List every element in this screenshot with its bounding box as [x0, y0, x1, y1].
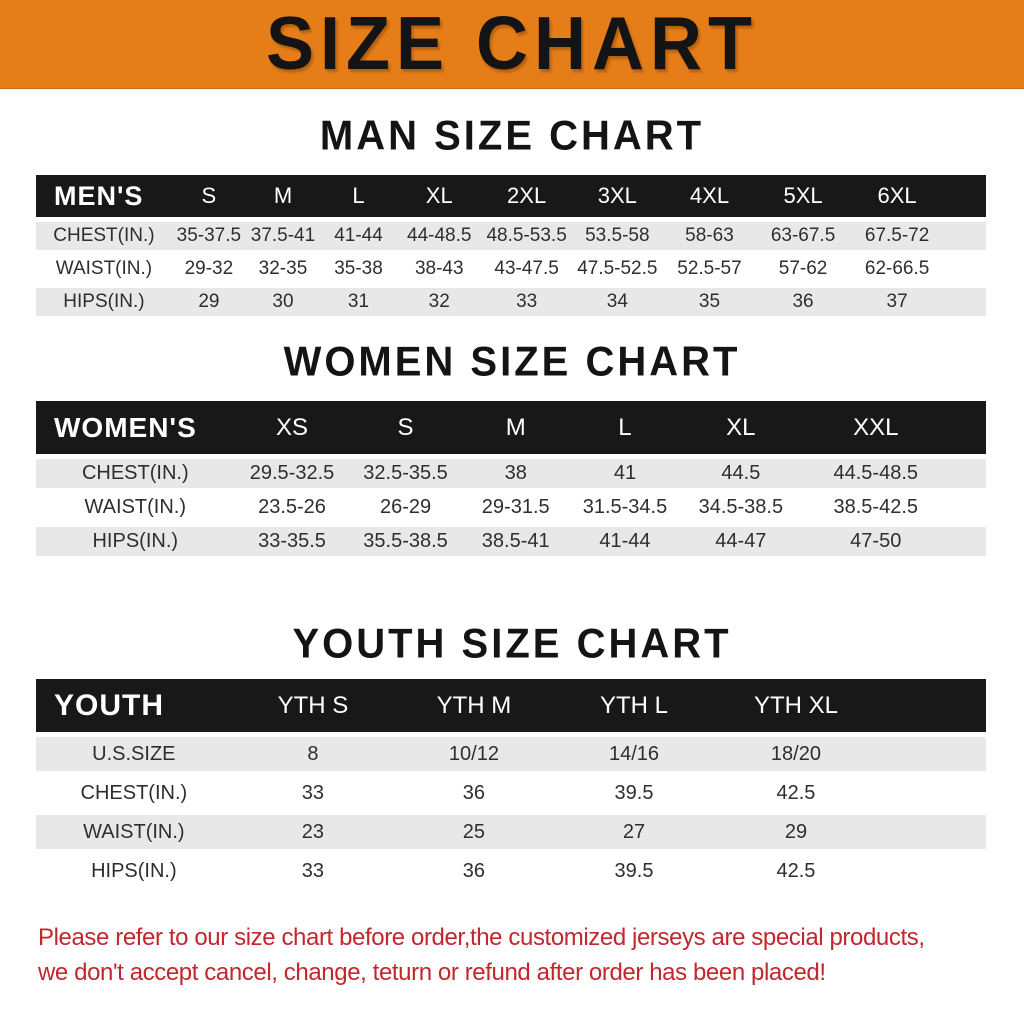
size-value-cell: 30: [272, 291, 294, 312]
row-label: CHEST(IN.): [81, 462, 189, 484]
size-value-cell: 44.5: [721, 462, 761, 484]
size-value-cell: 47.5-52.5: [577, 258, 658, 279]
measurement-row: [36, 776, 986, 810]
measurement-row: [36, 459, 986, 488]
size-value-cell: 29: [784, 820, 808, 843]
size-value-cell: 39.5: [614, 781, 654, 804]
size-column-header: L: [618, 413, 632, 441]
size-column-header: 5XL: [783, 183, 823, 208]
size-value-cell: 44.5-48.5: [833, 462, 918, 484]
size-value-cell: 38: [504, 462, 527, 484]
size-value-cell: 41: [613, 462, 637, 484]
size-value-cell: 41-44: [599, 530, 651, 552]
size-value-cell: 32.5-35.5: [363, 462, 448, 484]
row-filler-cell: [950, 459, 986, 488]
size-column-header: 3XL: [597, 183, 637, 208]
youth-size-table: [36, 674, 986, 893]
size-value-cell: 42.5: [776, 781, 816, 804]
section-women: [0, 338, 1024, 561]
size-column-header: YTH M: [436, 691, 512, 719]
size-value-cell: 8: [307, 742, 319, 765]
size-value-cell: 57-62: [778, 258, 828, 279]
size-value-cell: 44-48.5: [407, 225, 472, 246]
size-value-cell: 38.5-42.5: [833, 496, 918, 518]
section-youth: [0, 620, 1024, 893]
size-value-cell: 32: [428, 291, 450, 312]
size-value-cell: 41-44: [334, 225, 383, 246]
size-column-header: XL: [425, 183, 453, 208]
size-column-header: S: [201, 183, 217, 208]
women-section-heading: WOMEN SIZE CHART: [283, 338, 741, 386]
row-label: HIPS(IN.): [91, 859, 177, 882]
row-label: WAIST(IN.): [84, 496, 186, 518]
header-filler-cell: [878, 679, 986, 732]
size-column-header: YTH L: [599, 691, 668, 719]
size-value-cell: 35: [698, 291, 721, 312]
size-value-cell: 36: [792, 291, 814, 312]
size-value-cell: 43-47.5: [494, 258, 559, 279]
size-value-cell: 29: [198, 291, 220, 312]
measurement-row: [36, 854, 986, 888]
size-value-cell: 10/12: [448, 742, 499, 765]
size-value-cell: 33: [516, 291, 538, 312]
size-value-cell: 52.5-57: [677, 258, 742, 279]
measurement-row: [36, 815, 986, 849]
row-filler-cell: [950, 527, 986, 556]
size-value-cell: 58-63: [685, 225, 734, 246]
men-size-table-container: [0, 170, 1024, 321]
table-title-cell: YOUTH: [54, 688, 164, 722]
size-value-cell: 42.5: [776, 859, 816, 882]
header-filler-cell: [950, 401, 986, 454]
row-filler-cell: [944, 288, 986, 316]
footer-line-2: we don't accept cancel, change, teturn or refund after order has been placed!: [38, 959, 826, 986]
men-section-heading: MAN SIZE CHART: [319, 112, 705, 160]
size-value-cell: 44-47: [715, 530, 767, 552]
table-title-cell: WOMEN'S: [54, 411, 197, 443]
row-label: HIPS(IN.): [92, 530, 179, 552]
size-value-cell: 29-31.5: [481, 496, 550, 518]
size-value-cell: 29-32: [184, 258, 234, 279]
youth-size-table-container: [0, 674, 1024, 893]
size-value-cell: 35-37.5: [176, 225, 242, 246]
size-column-header: YTH XL: [753, 691, 838, 719]
row-label: CHEST(IN.): [53, 225, 155, 246]
row-filler-cell: [878, 776, 986, 810]
size-value-cell: 34.5-38.5: [698, 496, 784, 518]
row-filler-cell: [878, 854, 986, 888]
size-column-header: S: [397, 413, 414, 441]
row-filler-cell: [944, 255, 986, 283]
size-value-cell: 29.5-32.5: [249, 462, 335, 484]
size-value-cell: 53.5-58: [585, 225, 650, 246]
size-value-cell: 34: [606, 291, 628, 312]
size-value-cell: 37.5-41: [250, 225, 316, 246]
table-header-row: [36, 175, 986, 217]
size-value-cell: 33: [301, 859, 325, 882]
size-column-header: 2XL: [507, 183, 547, 208]
size-value-cell: 32-35: [258, 258, 308, 279]
row-label: HIPS(IN.): [63, 291, 145, 312]
size-chart-sections: [0, 112, 1024, 893]
women-size-table: [36, 396, 986, 561]
banner-title: SIZE CHART: [266, 2, 758, 86]
size-value-cell: 47-50: [850, 530, 902, 552]
row-filler-cell: [878, 815, 986, 849]
footer-disclaimer: [38, 920, 1024, 990]
header-filler-cell: [944, 175, 986, 217]
table-header-row: [36, 401, 986, 454]
row-filler-cell: [944, 222, 986, 250]
measurement-row: [36, 288, 986, 316]
size-value-cell: 36: [462, 781, 486, 804]
size-value-cell: 31.5-34.5: [582, 496, 668, 518]
measurement-row: [36, 527, 986, 556]
measurement-row: [36, 255, 986, 283]
measurement-row: [36, 493, 986, 522]
size-value-cell: 63-67.5: [770, 225, 836, 246]
size-value-cell: 36: [462, 859, 486, 882]
size-value-cell: 26-29: [379, 496, 432, 518]
row-label: WAIST(IN.): [55, 258, 153, 279]
size-column-header: L: [352, 183, 365, 208]
size-column-header: 4XL: [689, 183, 730, 208]
measurement-row: [36, 222, 986, 250]
size-column-header: XS: [276, 413, 309, 441]
size-value-cell: 35-38: [334, 258, 383, 279]
size-column-header: YTH S: [277, 691, 349, 719]
size-value-cell: 38.5-41: [481, 530, 550, 552]
row-label: CHEST(IN.): [80, 781, 188, 804]
size-value-cell: 27: [622, 820, 646, 843]
footer-line-1: Please refer to our size chart before order,the customized jerseys are special products,: [38, 924, 925, 951]
row-label: WAIST(IN.): [83, 820, 185, 843]
size-value-cell: 35.5-38.5: [363, 530, 448, 552]
size-value-cell: 39.5: [614, 859, 654, 882]
section-men: [0, 112, 1024, 321]
men-size-table: [36, 170, 986, 321]
size-value-cell: 38-43: [414, 258, 464, 279]
size-value-cell: 31: [347, 291, 370, 312]
table-title-cell: MEN'S: [54, 180, 144, 211]
size-column-header: XL: [726, 413, 756, 441]
size-value-cell: 23: [301, 820, 325, 843]
size-column-header: XXL: [853, 413, 899, 441]
row-label: U.S.SIZE: [92, 742, 176, 765]
row-filler-cell: [950, 493, 986, 522]
table-header-row: [36, 679, 986, 732]
size-value-cell: 25: [462, 820, 486, 843]
size-value-cell: 37: [886, 291, 908, 312]
size-column-header: M: [273, 183, 293, 208]
youth-section-heading: YOUTH SIZE CHART: [292, 620, 732, 668]
size-column-header: M: [505, 413, 526, 441]
size-value-cell: 48.5-53.5: [486, 225, 567, 246]
women-size-table-container: [0, 396, 1024, 561]
size-column-header: 6XL: [877, 183, 917, 208]
banner: [0, 0, 1024, 89]
size-value-cell: 18/20: [770, 742, 821, 765]
size-value-cell: 67.5-72: [864, 225, 930, 246]
size-value-cell: 62-66.5: [864, 258, 930, 279]
row-filler-cell: [878, 737, 986, 771]
size-value-cell: 33: [301, 781, 325, 804]
size-value-cell: 33-35.5: [258, 530, 326, 552]
size-value-cell: 14/16: [608, 742, 660, 765]
size-value-cell: 23.5-26: [258, 496, 326, 518]
measurement-row: [36, 737, 986, 771]
